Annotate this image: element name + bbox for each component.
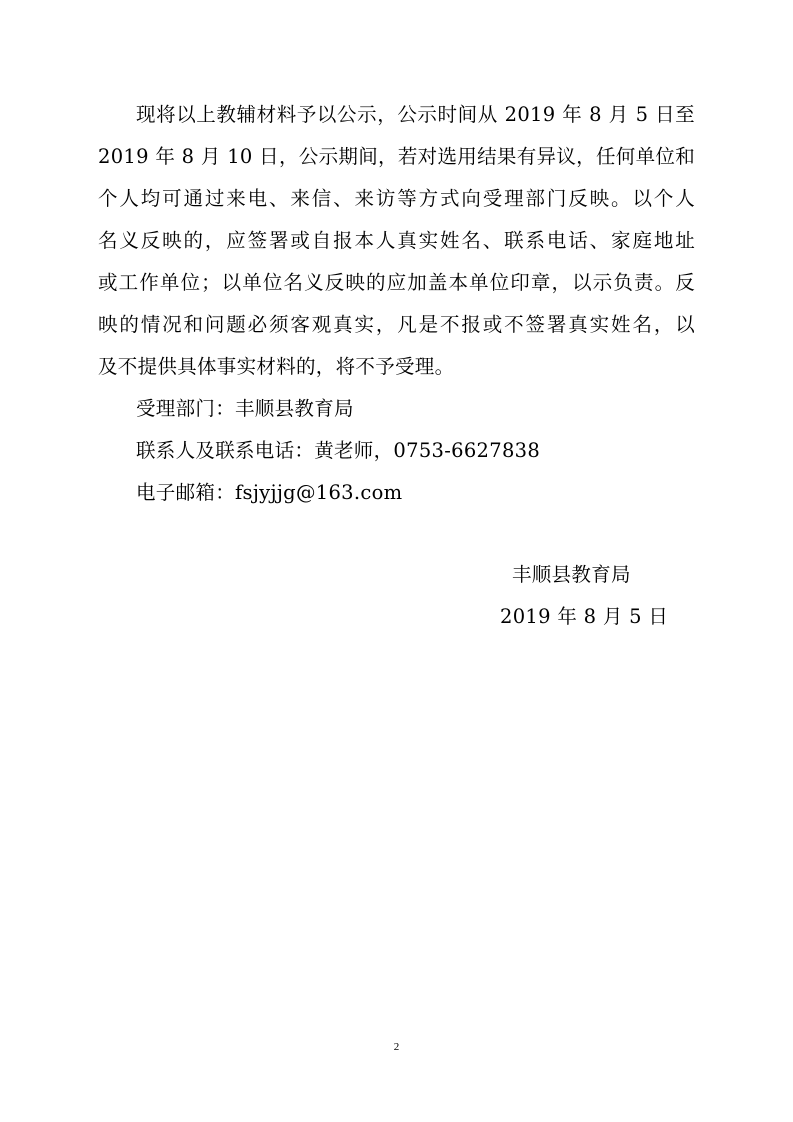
department-line: 受理部门：丰顺县教育局 [136, 397, 354, 420]
contact-phone-line: 联系人及联系电话：黄老师，0753-6627838 [136, 439, 541, 462]
paragraph-line-4: 名义反映的，应签署或自报本人真实姓名、联系电话、家庭地址 [98, 229, 695, 252]
page-number: 2 [393, 1041, 400, 1053]
paragraph-line-5: 或工作单位；以单位名义反映的应加盖本单位印章，以示负责。反 [98, 271, 695, 294]
paragraph-line-2: 2019 年 8 月 10 日，公示期间，若对选用结果有异议，任何单位和 [98, 145, 695, 168]
paragraph-line-3: 个人均可通过来电、来信、来访等方式向受理部门反映。以个人 [98, 187, 695, 210]
email-line: 电子邮箱：fsjyjjg@163.com [136, 481, 403, 504]
signature-date: 2019 年 8 月 5 日 [500, 605, 669, 628]
paragraph-line-7: 及不提供具体事实材料的，将不予受理。 [98, 355, 455, 378]
paragraph-line-6: 映的情况和问题必须客观真实，凡是不报或不签署真实姓名，以 [98, 313, 695, 336]
signature-organization: 丰顺县教育局 [512, 563, 631, 586]
paragraph-line-1: 现将以上教辅材料予以公示，公示时间从 2019 年 8 月 5 日至 [136, 103, 695, 126]
